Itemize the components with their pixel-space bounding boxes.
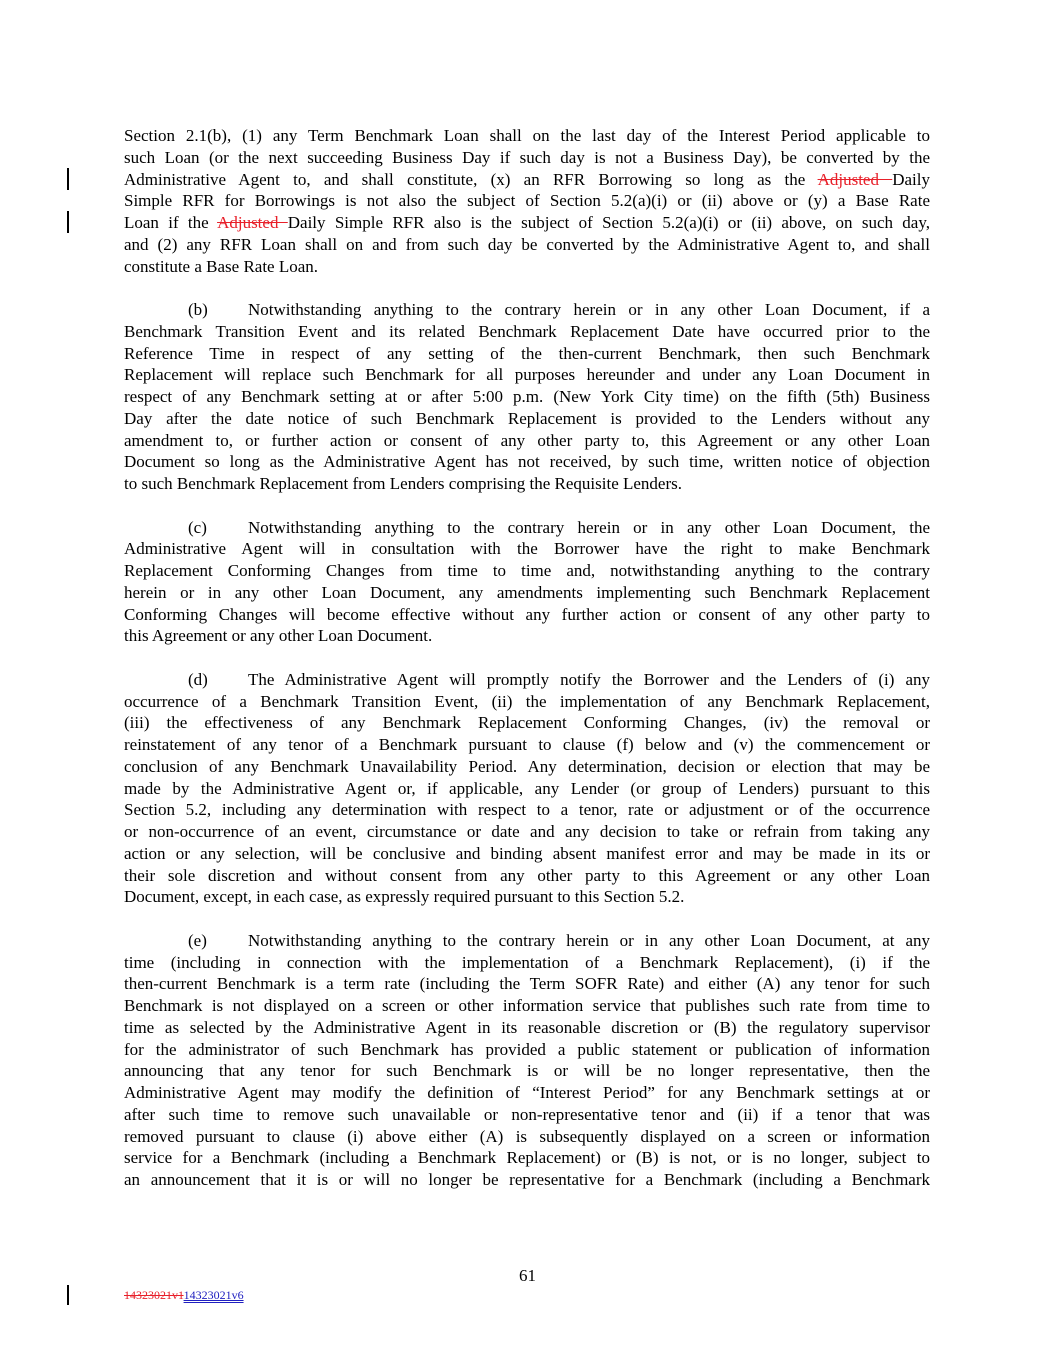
text-segment: occurrence of a Benchmark Transition Event, (ii) the implementation of any Benchmark Replacement, [124,691,930,711]
text-line [124,1039,930,1061]
text-segment: constitute a Base Rate Loan. [124,256,319,276]
text-line [124,778,930,800]
text-segment: respect of any Benchmark setting at or after 5:00 p.m. (New York City time) on the fifth (5th) Business [124,387,930,406]
text-line [124,343,930,365]
text-line [124,865,930,887]
inserted-doc-id: 14323021v6 [183,1288,244,1302]
text-line [124,952,930,974]
text-line [124,886,930,908]
paragraph [124,125,930,277]
text-segment: time (including in connection with the implementation of a Benchmark Replacement), (i) if the [124,952,930,972]
text-segment: and (2) any RFR Loan shall on and from such day be converted by the Administrative Agent to, and shall [124,234,930,254]
text-segment: Notwithstanding anything to the contrary herein or in any other Loan Document, if a [248,300,930,319]
paragraph-label: (e) [188,930,207,950]
text-segment: such Loan (or the next succeeding Business Day if such day is not a Business Day), be converted by the [124,147,930,167]
paragraph-e [124,930,930,1191]
paragraph-label: (b) [188,300,208,319]
text-segment: reinstatement of any tenor of a Benchmark pursuant to clause (f) below and (v) the commencement or [124,735,930,754]
text-line [124,560,930,582]
text-line [124,321,930,343]
text-line [124,1017,930,1039]
text-segment: Simple RFR for Borrowings is not also the subject of Section 5.2(a)(i) or (ii) above or (y) a Base Rate [124,191,930,211]
paragraph-label: (c) [188,517,207,537]
text-line [124,299,930,321]
text-line [124,234,930,256]
text-line [124,451,930,473]
change-bar [67,1285,69,1305]
text-segment: Administrative Agent may modify the definition of “Interest Period” for any Benchmark settings at or [124,1083,930,1102]
document-id-footer [124,1288,244,1303]
text-segment: for the administrator of such Benchmark has provided a public statement or publication of information [124,1039,930,1059]
text-segment: conclusion of any Benchmark Unavailability Period. Any determination, decision or election that may be [124,756,930,776]
text-segment: Daily [892,169,930,189]
paragraph-label: (d) [188,669,208,689]
document-body [124,125,930,1213]
text-segment: Replacement Conforming Changes from time to time and, notwithstanding anything to the contrary [124,561,930,580]
text-segment: announcing that any tenor for such Benchmark is or will be no longer representative, then the [124,1061,930,1081]
text-line [124,604,930,626]
paragraph-b [124,299,930,495]
text-line [124,712,930,734]
paragraph-d [124,669,930,908]
text-line [124,1169,930,1191]
text-segment: Document so long as the Administrative Agent has not received, by such time, written notice of objection [124,452,930,472]
text-line [124,147,930,169]
text-line [124,408,930,430]
text-segment: Document, except, in each case, as expressly required pursuant to this Section 5.2. [124,887,685,907]
text-line [124,1126,930,1148]
text-line [124,125,930,147]
text-segment: Reference Time in respect of any setting of the then-current Benchmark, then such Benchmark [124,343,930,363]
text-segment: Conforming Changes will become effective without any further action or consent of any other party to [124,604,930,624]
text-line [124,930,930,952]
deleted-text: Adjusted [817,169,893,189]
text-segment: Notwithstanding anything to the contrary herein or in any other Loan Document, at any [248,930,930,950]
text-segment: action or any selection, will be conclusive and binding absent manifest error and may be made in its or [124,843,930,863]
text-line [124,1060,930,1082]
text-line [124,995,930,1017]
text-segment: Section 2.1(b), (1) any Term Benchmark Loan shall on the last day of the Interest Period applicable to [124,126,930,145]
text-segment: Daily Simple RFR also is the subject of Section 5.2(a)(i) or (ii) above, on such day, [287,213,930,232]
text-segment: Administrative Agent to, and shall constitute, (x) an RFR Borrowing so long as the [124,169,818,189]
text-segment: removed pursuant to clause (i) above either (A) is subsequently displayed on a screen or information [124,1126,930,1146]
text-line [124,756,930,778]
text-segment: after such time to remove such unavailable or non-representative tenor and (ii) if a tenor that was [124,1104,930,1124]
text-segment: this Agreement or any other Loan Document. [124,626,433,646]
text-segment: herein or in any other Loan Document, any amendments implementing such Benchmark Replacement [124,582,930,602]
change-bar [67,168,69,190]
deleted-text: Adjusted [217,213,288,232]
text-line [124,386,930,408]
text-segment: time as selected by the Administrative Agent in its reasonable discretion or (B) the regulatory supervisor [124,1017,930,1037]
change-bar [67,211,69,233]
text-line [124,799,930,821]
text-line [124,625,930,647]
text-line [124,256,930,278]
text-segment: The Administrative Agent will promptly notify the Borrower and the Lenders of (i) any [248,669,930,689]
text-segment: Replacement will replace such Benchmark for all purposes hereunder and under any Loan Document in [124,365,930,385]
text-line [124,169,930,191]
text-segment: Loan if the [124,213,218,232]
text-segment: Section 5.2, including any determination with respect to a tenor, rate or adjustment or of the occurrence [124,800,930,820]
text-segment: (iii) the effectiveness of any Benchmark Replacement Conforming Changes, (iv) the removal or [124,713,930,733]
text-segment: their sole discretion and without consent from any other party to this Agreement or any other Loan [124,865,930,885]
text-segment: Administrative Agent will in consultation with the Borrower have the right to make Benchmark [124,539,930,559]
text-line [124,669,930,691]
text-line [124,1147,930,1169]
text-segment: service for a Benchmark (including a Benchmark Replacement) or (B) is not, or is no longer, subject to [124,1148,930,1168]
text-line [124,691,930,713]
text-line [124,538,930,560]
text-segment: Notwithstanding anything to the contrary herein or in any other Loan Document, the [248,517,930,537]
text-segment: or non-occurrence of an event, circumstance or date and any decision to take or refrain from taking any [124,822,930,841]
deleted-doc-id: 14323021v1 [124,1288,184,1302]
text-line [124,1104,930,1126]
text-line [124,843,930,865]
text-segment: to such Benchmark Replacement from Lenders comprising the Requisite Lenders. [124,474,683,493]
text-line [124,430,930,452]
text-line [124,517,930,539]
text-line [124,1082,930,1104]
text-line [124,473,930,495]
text-line [124,821,930,843]
text-segment: Benchmark Transition Event and its related Benchmark Replacement Date have occurred prior to the [124,321,930,341]
text-segment: made by the Administrative Agent or, if applicable, any Lender (or group of Lenders) pursuant to this [124,778,930,798]
text-segment: Benchmark is not displayed on a screen or other information service that publishes such rate from time to [124,996,930,1015]
page-number: 61 [519,1266,536,1285]
text-line [124,973,930,995]
text-segment: then-current Benchmark is a term rate (including the Term SOFR Rate) and either (A) any tenor for such [124,974,930,994]
text-line [124,190,930,212]
text-line [124,734,930,756]
text-segment: Day after the date notice of such Benchmark Replacement is provided to the Lenders without any [124,408,930,428]
text-segment: amendment to, or further action or consent of any other party to, this Agreement or any other Loan [124,430,930,450]
paragraph-c [124,517,930,648]
text-segment: an announcement that it is or will no longer be representative for a Benchmark (including a Benchmark [124,1170,930,1189]
text-line [124,364,930,386]
text-line [124,582,930,604]
text-line [124,212,930,234]
